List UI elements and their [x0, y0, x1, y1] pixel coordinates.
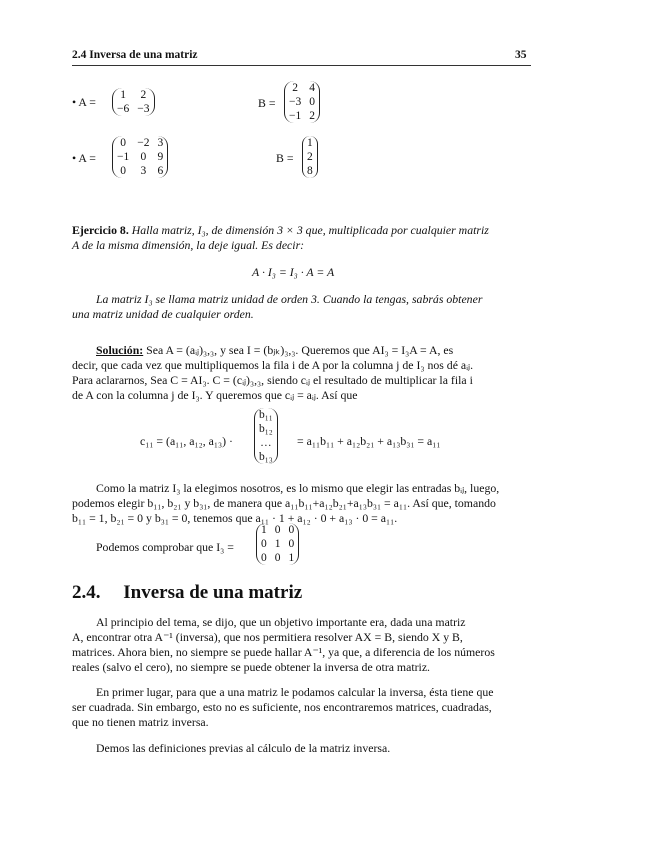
equation-right: = a₁₁b₁₁ + a₁₂b₂₁ + a₁₃b₃₁ = a₁₁: [297, 434, 441, 448]
matrix-cell: 1: [261, 524, 267, 536]
matrix-cell: 2: [292, 82, 298, 94]
exercise-note-1: La matriz I₃ se llama matriz unidad de orden 3. Cuando la tengas, sabrás obtener: [96, 292, 483, 306]
solution-p2-line-3: b₁₁ = 1, b₂₁ = 0 y b₃₁ = 0, tenemos que a₁₁ · 1 + a₁₂ · 0 + a₁₃ · 0 = a₁₁.: [72, 511, 398, 525]
matrix-cell: 8: [307, 165, 313, 177]
matrix-cell: −3: [289, 96, 302, 108]
matrix-row: [303, 164, 317, 178]
body-p2-line-1: En primer lugar, para que a una matriz le podamos calcular la inversa, ésta tiene que: [96, 685, 494, 699]
matrix-a2: [112, 136, 168, 178]
vector-entry: b₁₂: [259, 423, 273, 435]
matrix-cell: 1: [120, 89, 126, 101]
exercise-line-2: A de la misma dimensión, la deje igual. Es decir:: [72, 237, 305, 252]
solution-line-2: decir, que cada vez que multipliquemos la fila i de A por la columna j de I₃ nos dé aᵢⱼ.: [72, 358, 474, 372]
matrix-cell: −1: [117, 151, 130, 163]
matrix-row: [303, 150, 317, 164]
body-p1-line-4: reales (salvo el cero), no siempre se puede obtener la inversa de otra matriz.: [72, 660, 431, 674]
matrix-cell: −3: [137, 103, 150, 115]
exercise-title: Ejercicio 8.: [72, 223, 129, 237]
matrix-row: [257, 551, 298, 565]
matrix-cell: 2: [307, 151, 313, 163]
exercise-statement: [72, 223, 532, 252]
solution-line-3: Para aclararnos, Sea C = AI₃. C = (cᵢⱼ)₃,₃, siendo cᵢⱼ el resultado de multiplicar la fila i: [72, 373, 473, 387]
solution-label: Solución:: [96, 343, 144, 357]
matrix-row: [113, 136, 167, 150]
body-p3-line-1: Demos las definiciones previas al cálculo de la matriz inversa.: [96, 741, 391, 755]
body-p1-line-3: matrices. Ahora bien, no siempre se puede hallar A⁻¹, ya que, a diferencia de los números: [72, 645, 495, 659]
matrix-row: [113, 150, 167, 164]
vector-row: [255, 450, 277, 464]
matrix-a2-label: • A =: [72, 151, 96, 165]
matrix-cell: 0: [261, 538, 267, 550]
matrix-row: [285, 95, 319, 109]
matrix-cell: 0: [274, 552, 281, 564]
matrix-cell: 0: [288, 538, 295, 550]
body-p2-line-2: ser cuadrada. Sin embargo, esto no es suficiente, nos encontraremos matrices, cuadradas,: [72, 700, 492, 714]
body-p1-line-1: Al principio del tema, se dijo, que un objetivo importante era, dada una matriz: [96, 615, 466, 629]
matrix-row: [285, 81, 319, 95]
matrix-cell: 0: [120, 165, 126, 177]
page-number: 35: [515, 49, 527, 61]
matrix-b1-label: B =: [258, 96, 276, 110]
vector-row: [255, 436, 277, 450]
matrix-cell: 0: [140, 151, 147, 163]
matrix-row: [257, 537, 298, 551]
matrix-row: [257, 523, 298, 537]
vector-row: [255, 422, 277, 436]
matrix-cell: 0: [288, 524, 295, 536]
vector-entry: …: [260, 437, 272, 449]
matrix-cell: 0: [261, 552, 267, 564]
section-number: 2.4.: [72, 582, 101, 603]
vector-row: [255, 408, 277, 422]
matrix-row: [113, 88, 154, 102]
matrix-row: [285, 109, 319, 123]
matrix-cell: −1: [289, 110, 302, 122]
matrix-cell: 0: [274, 524, 281, 536]
header-rule: [72, 65, 531, 66]
matrix-cell: −2: [137, 137, 150, 149]
identity-matrix: [256, 523, 299, 565]
matrix-b2: [302, 136, 318, 178]
matrix-cell: 4: [309, 82, 315, 94]
column-vector-b: [254, 408, 278, 464]
matrix-row: [303, 136, 317, 150]
matrix-a1: [112, 88, 155, 116]
matrix-row: [113, 102, 154, 116]
matrix-row: [113, 164, 167, 178]
section-heading: [72, 582, 302, 604]
vector-entry: b₁₁: [259, 409, 273, 421]
matrix-b2-label: B =: [276, 151, 294, 165]
solution-p2-line-2: podemos elegir b₁₁, b₂₁ y b₃₁, de manera que a₁₁b₁₁+a₁₂b₂₁+a₁₃b₃₁ = a₁₁. Así que, tomando: [72, 496, 496, 510]
solution-text-1: Sea A = (aᵢⱼ)₃,₃, y sea I = (bⱼₖ)₃,₃. Queremos que AI₃ = I₃A = A, es: [146, 343, 454, 357]
matrix-cell: 0: [120, 137, 126, 149]
solution-line-1: [96, 343, 453, 358]
vector-entry: b₁₃: [259, 451, 273, 463]
solution-line-4: de A con la columna j de I₃. Y queremos que cᵢⱼ = aᵢⱼ. Así que: [72, 388, 358, 402]
body-p2-line-3: que no tienen matriz inversa.: [72, 715, 209, 729]
matrix-cell: 9: [157, 151, 164, 163]
matrix-b1: [284, 81, 320, 123]
running-header: 2.4 Inversa de una matriz: [72, 49, 198, 61]
solution-p2-line-1: Como la matriz I₃ la elegimos nosotros, es lo mismo que elegir las entradas bᵢⱼ, luego,: [96, 481, 500, 495]
matrix-cell: 3: [157, 137, 164, 149]
identity-check-text: Podemos comprobar que I₃ =: [96, 540, 234, 554]
matrix-a1-label: • A =: [72, 95, 96, 109]
matrix-cell: 1: [288, 552, 295, 564]
exercise-formula: A · I₃ = I₃ · A = A: [252, 265, 335, 279]
body-p1-line-2: A, encontrar otra A⁻¹ (inversa), que nos permitiera resolver AX = B, siendo X y B,: [72, 630, 463, 644]
matrix-cell: 0: [309, 96, 315, 108]
matrix-cell: 1: [307, 137, 313, 149]
matrix-cell: 2: [309, 110, 315, 122]
exercise-line-1: Halla matriz, I₃, de dimensión 3 × 3 que, multiplicada por cualquier matriz: [131, 223, 489, 237]
exercise-note-2: una matriz unidad de cualquier orden.: [72, 307, 254, 321]
equation-left: c₁₁ = (a₁₁, a₁₂, a₁₃) ·: [140, 434, 233, 448]
matrix-cell: 3: [140, 165, 147, 177]
matrix-cell: −6: [117, 103, 130, 115]
matrix-cell: 6: [157, 165, 164, 177]
matrix-cell: 2: [140, 89, 147, 101]
section-title: Inversa de una matriz: [123, 582, 303, 603]
matrix-cell: 1: [274, 538, 281, 550]
